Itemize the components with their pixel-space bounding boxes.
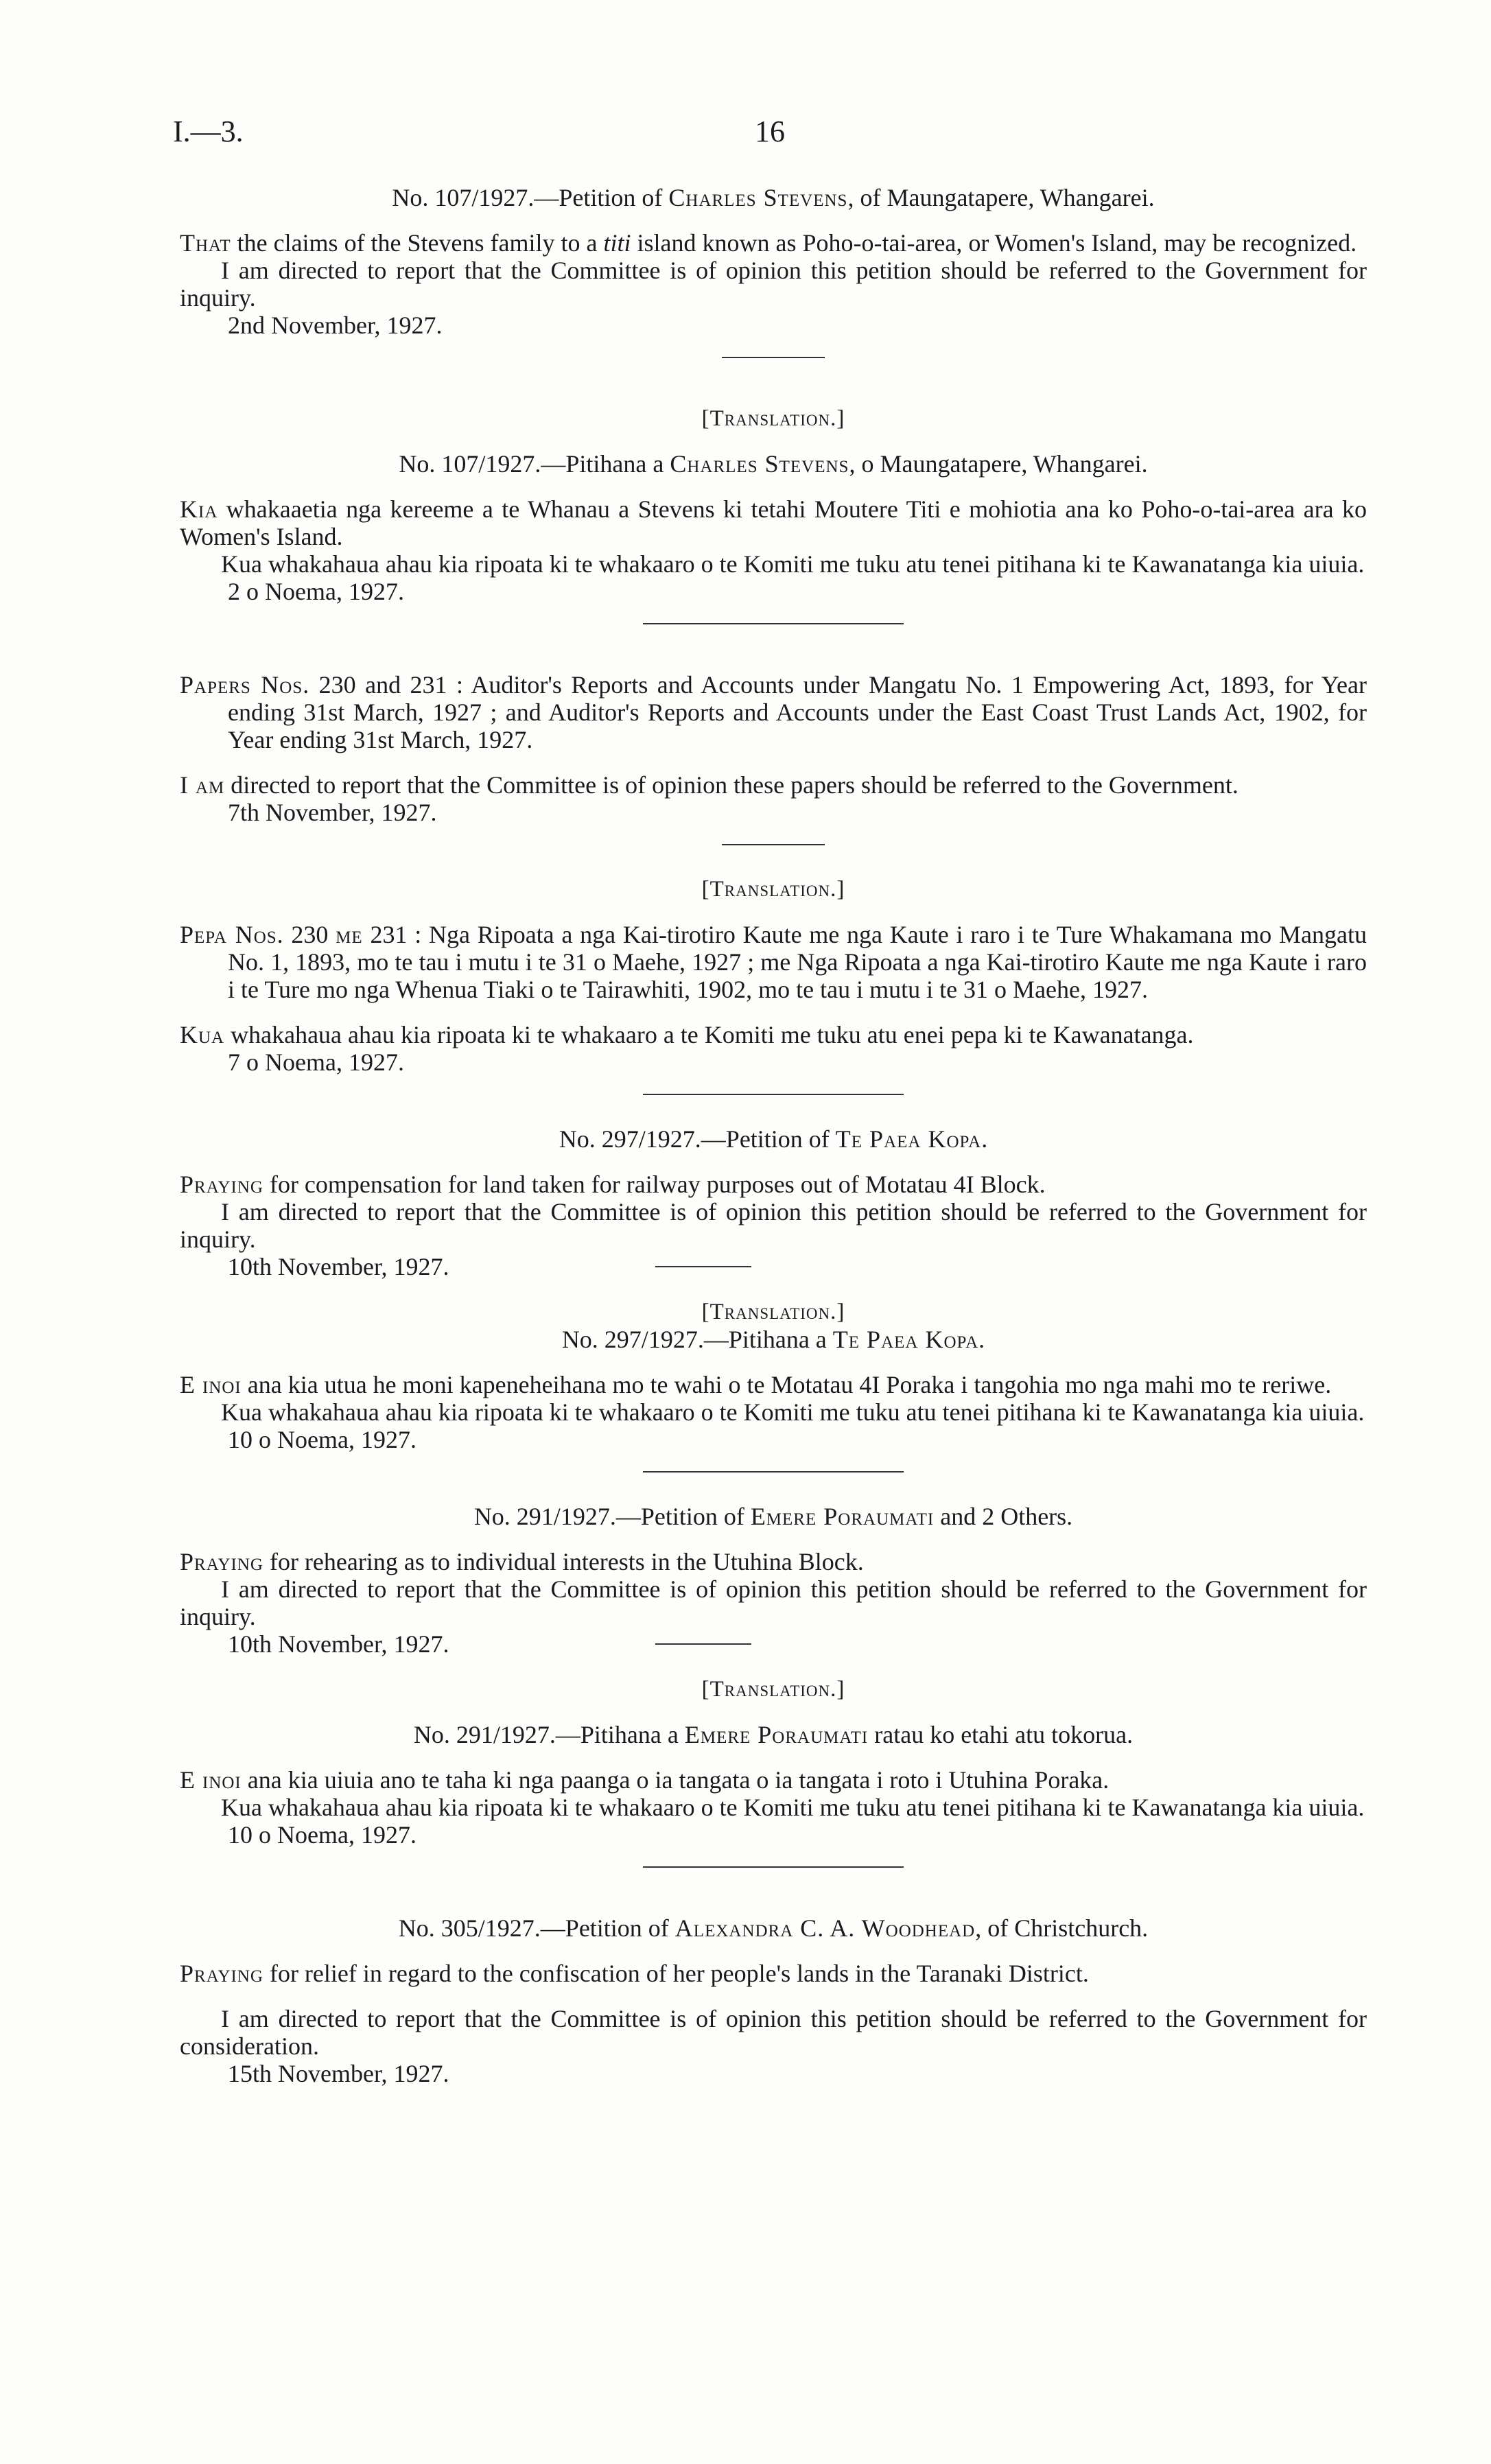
report-date: 2nd November, 1927. xyxy=(228,312,443,339)
translation-label: [Translation.] xyxy=(701,1300,845,1324)
translation-label: [Translation.] xyxy=(701,877,845,902)
section-title: No. 107/1927.—Pitihana a Charles Stevens, o Maungatapere, Whangarei. xyxy=(399,450,1148,478)
petition-297-english xyxy=(180,1125,1367,1280)
section-body: Praying for compensation for land taken for railway purposes out of Motatau 4I Block. xyxy=(180,1171,1046,1198)
date-row xyxy=(180,1630,1367,1658)
section-title: No. 305/1927.—Petition of Alexandra C. A. Woodhead, of Christchurch. xyxy=(398,1914,1149,1942)
section-title: Papers Nos. 230 and 231 : Auditor's Reports and Accounts under Mangatu No. 1 Empowering Act, 1893, for Year ending 31st March, 1927 ; and Auditor's Reports and Accounts under the East Coast Trust Lands Act, 1902, for Year ending 31st March, 1927. xyxy=(180,671,1367,753)
petition-291-translation xyxy=(180,1676,1367,1849)
committee-report: I am directed to report that the Committee is of opinion this petition should be referred to the Government for inquiry. xyxy=(180,1198,1367,1253)
report-date: 10 o Noema, 1927. xyxy=(228,1821,416,1849)
report-date: 10 o Noema, 1927. xyxy=(228,1426,416,1453)
report-date: 7 o Noema, 1927. xyxy=(228,1048,404,1076)
section-title: No. 297/1927.—Petition of Te Paea Kopa. xyxy=(559,1125,988,1153)
report-date: 10th November, 1927. xyxy=(228,1253,449,1280)
petition-305-english xyxy=(180,1914,1367,2087)
committee-report: I am directed to report that the Committee is of opinion this petition should be referred to the Government for inquiry. xyxy=(180,1575,1367,1630)
report-date: 15th November, 1927. xyxy=(228,2060,449,2087)
divider-rule xyxy=(655,1266,751,1267)
committee-report: Kua whakahaua ahau kia ripoata ki te whakaaro o te Komiti me tuku atu tenei pitihana ki te Kawanatanga kia uiuia. xyxy=(221,1794,1365,1821)
section-title: Pepa Nos. 230 me 231 : Nga Ripoata a nga Kai-tirotiro Kaute me nga Kaute i raro i te Ture Whakamana mo Mangatu No. 1, 1893, mo te tau i mutu i te 31 o Maehe, 1927 ; me Nga Ripoata a nga Kai-tirotiro Kaute me nga Kaute i raro i te Ture mo nga Whenua Tiaki o te Tairawhiti, 1902, mo te tau i mutu i te 31 o Maehe, 1927. xyxy=(180,921,1367,1003)
section-body: Praying for relief in regard to the confiscation of her people's lands in the Taranaki District. xyxy=(180,1960,1089,1987)
committee-report: Kua whakahaua ahau kia ripoata ki te whakaaro o te Komiti me tuku atu tenei pitihana ki te Kawanatanga kia uiuia. xyxy=(221,1398,1365,1426)
section-body: Praying for rehearing as to individual interests in the Utuhina Block. xyxy=(180,1548,864,1575)
committee-report: I am directed to report that the Committee is of opinion this petition should be referred to the Government for consideration. xyxy=(180,2005,1367,2060)
section-body: Kia whakaaetia nga kereeme a te Whanau a Stevens ki tetahi Moutere Titi e mohiotia ana ko Poho-o-tai-area ara ko Women's Island. xyxy=(180,495,1367,550)
section-body: E inoi ana kia utua he moni kapeneheihana mo te wahi o te Motatau 4I Poraka i tangohia mo nga mahi mo te reriwe. xyxy=(180,1371,1332,1398)
translation-label: [Translation.] xyxy=(701,406,845,431)
papers-230-231-english xyxy=(180,671,1367,826)
committee-report: Kua whakahaua ahau kia ripoata ki te whakaaro a te Komiti me tuku atu enei pepa ki te Kawanatanga. xyxy=(180,1021,1194,1048)
petition-107-translation xyxy=(180,405,1367,605)
page-content xyxy=(180,184,1367,2087)
section-title: No. 297/1927.—Pitihana a Te Paea Kopa. xyxy=(561,1326,985,1353)
petition-291-english xyxy=(180,1503,1367,1658)
translation-label: [Translation.] xyxy=(701,1677,845,1702)
papers-230-231-translation xyxy=(180,876,1367,1076)
date-row xyxy=(180,1253,1367,1280)
committee-report: Kua whakahaua ahau kia ripoata ki te whakaaro o te Komiti me tuku atu tenei pitihana ki te Kawanatanga kia uiuia. xyxy=(221,550,1365,578)
report-date: 7th November, 1927. xyxy=(228,799,437,826)
petition-107-english xyxy=(180,184,1367,339)
section-title: No. 291/1927.—Petition of Emere Poraumati and 2 Others. xyxy=(473,1503,1073,1530)
page-number: 16 xyxy=(755,115,785,148)
petition-297-translation xyxy=(180,1298,1367,1453)
section-title: No. 107/1927.—Petition of Charles Stevens, of Maungatapere, Whangarei. xyxy=(392,184,1155,211)
divider-rule xyxy=(655,1643,751,1645)
section-body: E inoi ana kia uiuia ano te taha ki nga paanga o ia tangata o ia tangata i roto i Utuhina Poraka. xyxy=(180,1766,1110,1794)
report-date: 2 o Noema, 1927. xyxy=(228,578,404,605)
report-date: 10th November, 1927. xyxy=(228,1630,449,1658)
section-title: No. 291/1927.—Pitihana a Emere Poraumati ratau ko etahi atu tokorua. xyxy=(413,1721,1134,1748)
committee-report: I am directed to report that the Committee is of opinion these papers should be referred to the Government. xyxy=(180,771,1238,799)
section-body: That the claims of the Stevens family to a titi island known as Poho-o-tai-area, or Women's Island, may be recognized. xyxy=(180,229,1357,257)
header-ref: I.—3. xyxy=(173,115,244,148)
committee-report: I am directed to report that the Committee is of opinion this petition should be referred to the Government for inquiry. xyxy=(180,257,1367,312)
